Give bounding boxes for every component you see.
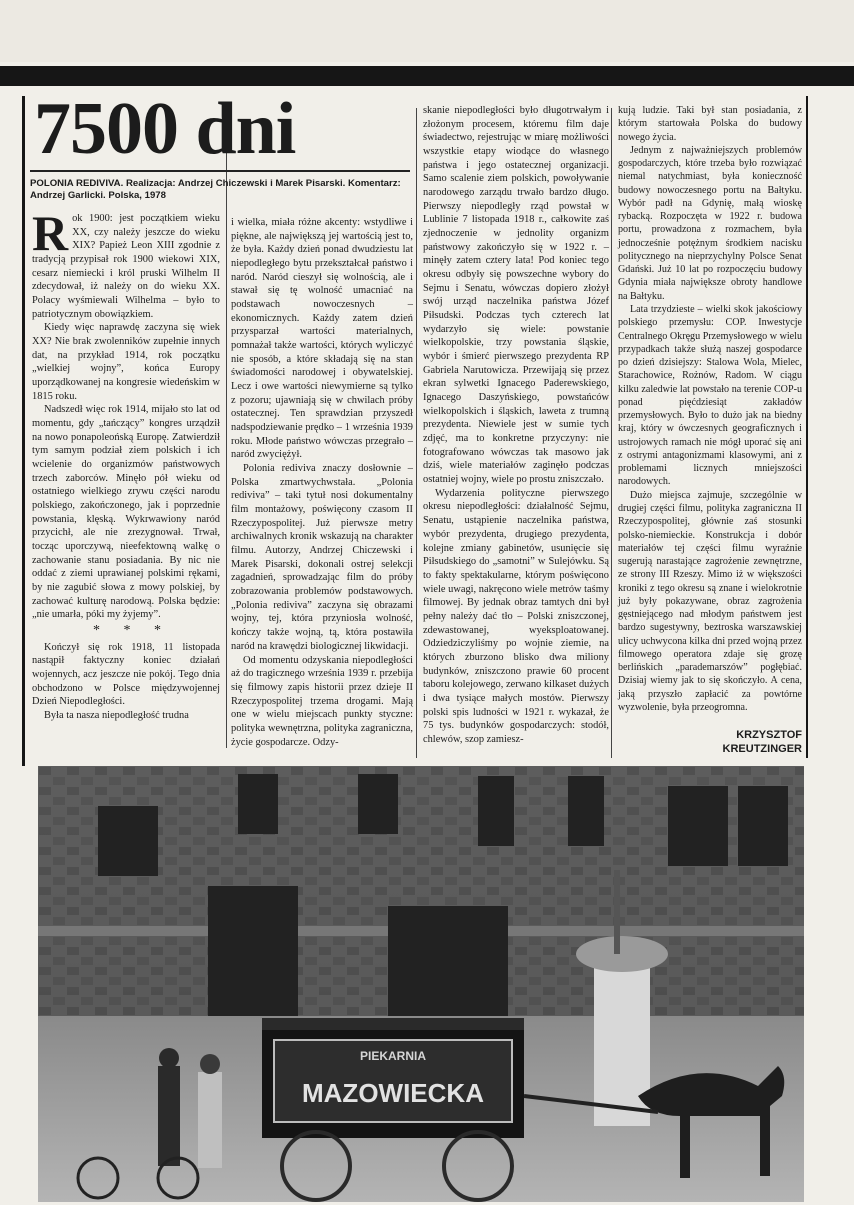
author-last-name: KREUTZINGER [722,743,802,756]
archival-street-photo [38,766,804,1202]
column-divider-2 [416,108,417,758]
paragraph: Od momentu odzyskania niepodległości aż do tragicznego września 1939 r. przebija się filmowy zapis historii przez dzieje II Rzeczypospolitej trzema drogami. Mają one w wielu miejscach punkty styczne: polityka wewnętrzna, polityka zagraniczna, życie gospodarcze. Odzy- [231,654,413,748]
paragraph: Dużo miejsca zajmuje, szczególnie w drugiej części filmu, polityka zagraniczna II Rzeczypospolitej, głównie zaś stosunki polsko-niemieckie. Konstrukcja i dobór materiałów tej części filmu wyraźnie sugerują narastające zagrożenie zewnętrzne, ze strony III Rzeszy. Mimo iż w większości kroniki z tego okresu są znane i wielokrotnie już były pokazywane, obraz zagrożenia gęstniejącego nad młodym państwem jest bardzo sugestywny, beztroska warszawskiej ulicy uchwycona kilka dni przed wojną przez filmowego operatora zdaje się grozę berlińskich „parademarszów” pogłębiać. Dzisiaj wiemy jak to się skończyło. A cena, jaką przyszło zapłacić za powtórne wyzwolenie, była przeogromna. [618,489,802,713]
article-headline: 7500 dni [34,88,296,170]
wagon-sign-main: MAZOWIECKA [302,1078,484,1108]
paragraph: Lata trzydzieste – wielki skok jakościowy polskiego przemysłu: COP. Inwestycje Centralnego Okręgu Przemysłowego w wielu przypadkach także służą naszej gospodarce po dzień dzisiejszy: Stalowa Wola, Mielec, Starachowice, Rożnów, Radom. W ciągu kilku zaledwie lat powstało na terenie COP-u ponad pięćdziesiąt zakładów przemysłowych. Było to dużo jak na biedny kraj, który w ówczesnych geograficznych i ustrojowych ramach nie mógł uporać się ani z ostrymi antagonizmami klasowymi, ani z problemami licznych mniejszości narodowych. [618,303,802,488]
lead-paragraph [32,205,220,321]
header-black-bar [0,66,854,86]
drop-cap: R [32,205,69,261]
top-margin-band [0,0,854,62]
paragraph: Była ta nasza niepodległość trudna [44,709,189,721]
right-border-rule [806,96,808,758]
paragraph: Wydarzenia polityczne pierwszego okresu niepodległości: działalność Sejmu, Senatu, ustąpienie naczelnika państwa, wybór prezydenta, drugiego prezydenta, kolejne zmiany gabinetów, usunięcie się Piłsudskiego do „samotni” w Sulejówku. Są to fakty spektakularne, którym poświęcono wiele uwagi, nakręcono wiele metrów taśmy filmowej. By jednak obraz tamtych dni był pełny należy dać tło – Polski zniszczonej, zdewastowanej, wyeksploatowanej. Odziedziczyliśmy po wojnie ziemie, na których zburzono blisko dwa miliony budynków, zniszczono prawie 60 procent taboru kolejowego, zerwano kilkaset dużych i dwa tysiące małych mostów. Pierwszy polski spis ludności w 1921 r. wykazał, że 75 tys. budynków gospodarczych: stodół, chlewów, szop zamiesz- [423,487,609,745]
paragraph: Polonia rediviva znaczy dosłownie – Polska zmartwychwstała. „Polonia rediviva” – taki tytuł nosi dokumentalny film montażowy, poświęcony czasom II Rzeczypospolitej. Już pierwsze metry archiwalnych kronik wskazują na charakter filmu. Autorzy, Andrzej Chiczewski i Marek Pisarski, dokonali ostrej selekcji zagadnień, sprowadzając film do próby zobrazowania problemów podstawowych. „Polonia rediviva” zaczyna się obrazami wojny, tej, która przyniosła wolność, kończy także wojną, tą, która postawiła naród na krawędzi biologicznej likwidacji. [231,463,413,652]
lead-paragraph-text: ok 1900: jest początkiem wieku XX, czy należy jeszcze do wieku XIX? Papież Leon XIII zgodnie z tradycją przypisał rok 1900 wiekowi XIX, cesarz niemiecki i król pruski Wilhelm II zdecydował, iż należy on do wieku XX. Polacy wyśmiewali Wilhelma – było to patriotycznym obowiązkiem. [32,213,220,320]
wagon-sign-top: PIEKARNIA [359,1049,427,1063]
article-column-1 [32,205,220,723]
paragraph: Nadszedł więc rok 1914, mijało sto lat od momentu, gdy „tańczący” kongres urządził na nowo ponapoleońską Europę. Zatwierdził tym samym podział ziem polskich i ich wcielenie do organizmów państwowych trzech zaborców. Minęło pół wieku od ostatniego wielkiego zrywu części narodu polskiego, zakończonego, jak i poprzednie powstania, klęską. Wykrwawiony naród przycichł, ale nie zrezygnował. Trwał, tocząc uporczywą, nieefektowną walkę o zachowanie stanu posiadania. By nic nie oddać z ziemi uprawianej polskimi rękami, by nie zagubić słowa z mowy polskiej, by zachować kulturę narodową. Polska będzie: „nie umarła, póki my żyjemy”. [32,404,220,621]
author-first-name: KRZYSZTOF [736,729,802,741]
section-break-stars: * * * [93,623,171,639]
column-divider-3 [611,108,612,758]
paragraph: i wielka, miała różne akcenty: wstydliwe i piękne, ale największą jej wartością jest to, że była. Każdy dzień ponad dwudziestu lat niepodległego bytu przekształcał państwo i naród. Naród cieszył się wolnością, ale i stawał się tę wolność umacniać na podstawach nowoczesnych – ekonomicznych. Każdy zatem dzień przysparzał wartości materialnych, pomnażał także wartości, których wyliczyć nie sposób, a które składają się na stan świadomości narodowej i obywatelskiej. Lecz i owe wartości niewymierne są tylko z pozoru; ujawniają się w chwilach próby ostatecznej. Ten sprawdzian przyszedł nadspodziewanie prędko – 1 września 1939 roku. Młode państwo wówczas przegrało – naród zwyciężył. [231,217,413,461]
article-column-3 [423,104,609,747]
paragraph: Jednym z najważniejszych problemów gospodarczych, które trzeba było rozwiązać niemal natychmiast, była konieczność budowy nowoczesnego portu na Bałtyku. Wybór padł na Gdynię, małą wioskę rybacką. Rozpoczęta w 1922 r. budowa portu, prowadzona z rozmachem, była jednocześnie potężnym środkiem nacisku politycznego na nieprzychylny Polsce Senat Gdański. Już 10 lat po rozpoczęciu budowy Gdynia miała największe obroty handlowe na Bałtyku. [618,144,802,302]
left-border-rule [22,96,25,766]
column-divider-1 [226,108,227,748]
article-column-4 [618,104,802,714]
paragraph: kują ludzie. Taki był stan posiadania, z którym startowała Polska do budowy nowego życia. [618,105,802,143]
paragraph: Kiedy więc naprawdę zaczyna się wiek XX? Nie brak zwolenników zupełnie innych dat, na przykład 1914, rok początku „wielkiej wojny”, końca Europy uporządkowanej na kongresie wiedeńskim w 1815 roku. [32,322,220,402]
film-credits: POLONIA REDIVIVA. Realizacja: Andrzej Chiczewski i Marek Pisarski. Komentarz: Andrzej Garlicki. Polska, 1978 [30,178,401,202]
paragraph: Kończył się rok 1918, 11 listopada nastąpił faktyczny koniec działań wojennych, acz jeszcze nie pokój. Tego dnia obchodzono w Polsce międzywojennej Dzień Niepodległości. [32,641,220,708]
author-byline [723,728,802,757]
headline-rule [30,170,410,172]
paragraph: skanie niepodległości było długotrwałym i złożonym procesem, któremu film daje świadectwo, rejestrując w miarę możliwości wszystkie etapy wiodące do własnego państwa i jego ostatecznej organizacji. Samo scalenie ziem polskich, powoływanie narodowego zarządu trwało bardzo długo. Pierwszy niepodległy rząd powstał w Lublinie 7 listopada 1918 r., całkowite zaś zjednoczenie w jednolity organizm państwowy zakończyło się w 1922 r. – minęły zatem cztery lata! Pod koniec tego okresu odbyły się powszechne wybory do Sejmu i Senatu, wówczas dopiero złożył swój urząd naczelnika państwa Józef Piłsudski. Podczas tych czterech lat wydarzyło się wiele: powstanie wielkopolskie, trzy powstania śląskie, wybór i śmierć pierwszego prezydenta RP Gabriela Narutowicza. Przewijają się przez ekran sylwetki Ignacego Paderewskiego, Ignacego Daszyńskiego, powstańców wielkopolskich i śląskich, laweta z trumną prezydenta. Niewiele jest w sumie tych zdjęć, ma to konkretne przyczyny: nie fotografowano wówczas tak masowo jak dziś, wiele materiałów zaginęło podczas ostatniej wojny, wiele po prostu zniszczało. [423,105,609,486]
article-column-2 [231,216,413,749]
